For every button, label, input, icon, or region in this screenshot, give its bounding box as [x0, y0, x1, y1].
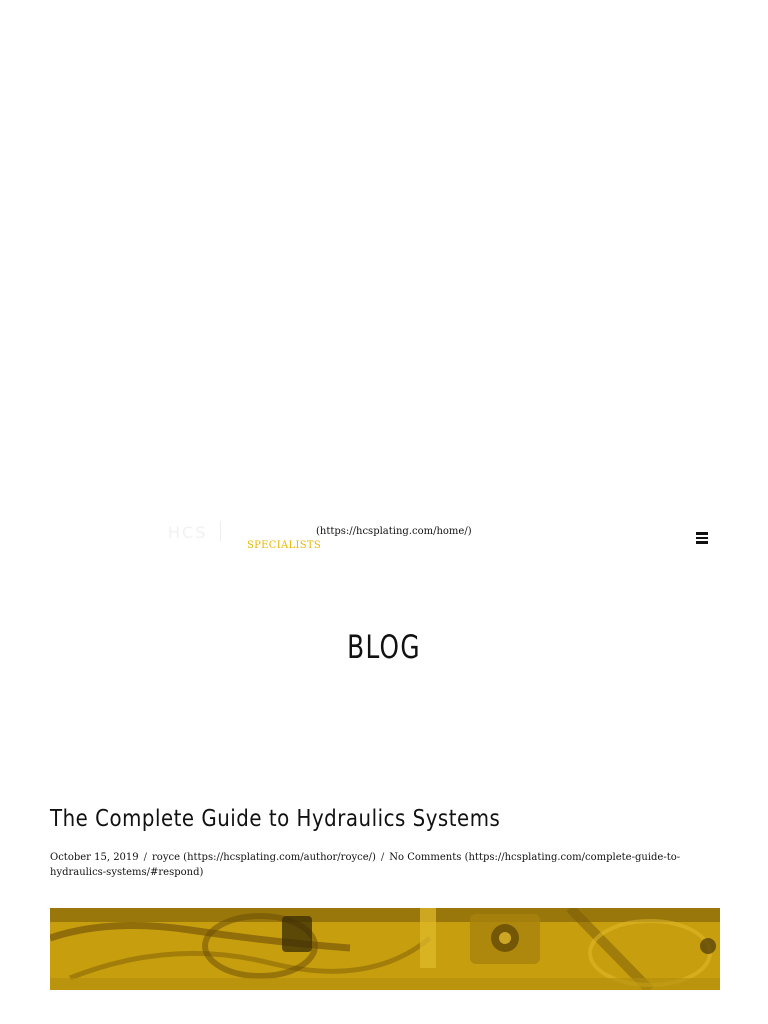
- logo-wordmark: HCS: [168, 523, 208, 542]
- hamburger-icon: [696, 532, 708, 544]
- post-date: October 15, 2019: [50, 852, 139, 863]
- post-featured-image[interactable]: [50, 908, 720, 990]
- post-comments-link[interactable]: No Comments (https://hcsplating.com/complete-guide-to-hydraulics-systems/#respond): [50, 852, 681, 878]
- logo-tagline: SPECIALISTS: [247, 540, 321, 551]
- page-title: BLOG: [347, 628, 421, 666]
- post-meta: [50, 850, 720, 880]
- post-author-link[interactable]: royce (https://hcsplating.com/author/royce/): [152, 852, 376, 863]
- logo-link[interactable]: [160, 519, 480, 563]
- logo-divider: [220, 521, 221, 541]
- meta-separator: /: [143, 852, 148, 863]
- menu-toggle-button[interactable]: [690, 527, 714, 549]
- post-title[interactable]: The Complete Guide to Hydraulics Systems: [50, 806, 501, 832]
- meta-separator: /: [380, 852, 385, 863]
- hydraulic-machinery-image: [50, 908, 720, 990]
- logo-url-text: (https://hcsplating.com/home/): [316, 526, 472, 537]
- site-header: [0, 505, 768, 575]
